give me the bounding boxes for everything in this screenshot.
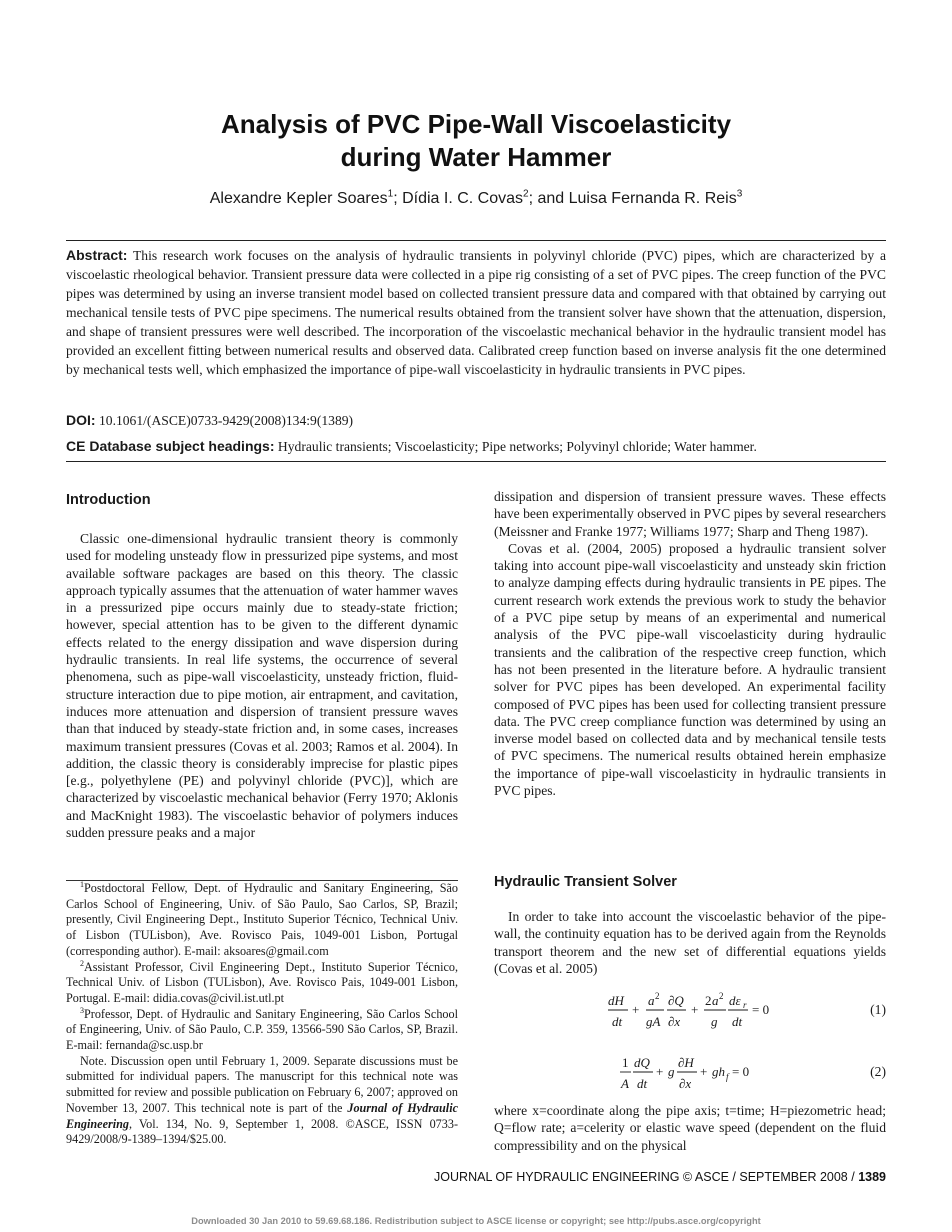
abstract <box>66 246 886 379</box>
svg-text:g: g <box>668 1064 675 1079</box>
equation-2-number: (2) <box>870 1064 886 1079</box>
svg-text:gA: gA <box>646 1014 661 1029</box>
editorial-note <box>66 1054 458 1148</box>
svg-text:r: r <box>743 1000 747 1010</box>
footnote-1 <box>66 881 458 960</box>
abstract-label: Abstract: <box>66 247 128 263</box>
download-notice: Downloaded 30 Jan 2010 to 59.69.68.186. Redistribution subject to ASCE license or copyright; see http://pubs.asce.org/copyright <box>191 1216 761 1226</box>
abstract-bottom-rule <box>66 461 886 462</box>
author-list <box>0 188 952 210</box>
paragraph: Classic one-dimensional hydraulic transient theory is commonly used for modeling unsteady flow in pressurized pipe systems, and most available software packages are based on this theory. The classic approach typically assumes that the attenuation of water hammer waves in a pressurized pipe occurs mainly due to steady-state friction; however, special attention has to be given to the different dynamic effects related to the energy dissipation and wave dispersion during hydraulic transients. In real life systems, the occurrence of several phenomena, such as pipe-wall viscoelasticity, unsteady friction, fluid-structure interaction due to pipe motion, air entrapment, and cavitation, induces more attenuation and dispersion of transient pressure waves than that induced by steady-state friction and, in some cases, increases maximum transient pressures (Covas et al. 2003; Ramos et al. 2004). In addition, the classic theory is considerably imprecise for plastic pipes [e.g., polyethylene (PE) and polyvinyl chloride (PVC)], which are characterized by viscoelastic mechanical behavior (Ferry 1970; Aklonis and MacKnight 1983). The viscoelastic behavior of polymers induces sudden pressure peaks and a major <box>66 531 458 841</box>
author-separator: ; and <box>528 190 569 207</box>
svg-text:a: a <box>648 993 655 1008</box>
author-3-affiliation: 3 <box>736 188 743 200</box>
svg-text:a: a <box>712 993 719 1008</box>
svg-text:+: + <box>691 1002 699 1017</box>
subject-headings <box>66 437 886 456</box>
doi-line <box>66 411 886 430</box>
svg-text:f: f <box>726 1072 729 1082</box>
intro-continuation <box>494 488 886 799</box>
svg-text:dQ: dQ <box>634 1055 650 1070</box>
title-line-1: Analysis of PVC Pipe-Wall Viscoelasticity <box>220 109 732 139</box>
solver-paragraph-1 <box>494 908 886 977</box>
footnotes <box>66 881 458 1148</box>
paragraph: where x=coordinate along the pipe axis; t=time; H=piezometric head; Q=flow rate; a=celerity or elastic wave speed (dependent on the fluid compressibility and on the physical <box>494 1103 886 1153</box>
abstract-top-rule <box>66 240 886 241</box>
svg-text:dH: dH <box>608 993 624 1008</box>
svg-text:∂H: ∂H <box>678 1055 694 1070</box>
equation-2 <box>494 1052 886 1096</box>
subject-headings-value: Hydraulic transients; Viscoelasticity; Pipe networks; Polyvinyl chloride; Water hammer. <box>277 439 757 454</box>
paper-title <box>0 108 952 174</box>
section-heading-introduction: Introduction <box>66 492 151 508</box>
solver-paragraph-2 <box>494 1102 886 1154</box>
equation-1-number: (1) <box>870 1002 886 1017</box>
svg-text:∂x: ∂x <box>668 1014 681 1029</box>
footnote-marker: 1 <box>80 879 84 889</box>
footnote-marker: 2 <box>80 958 84 968</box>
svg-text:= 0: = 0 <box>732 1064 750 1079</box>
footnote-text: Postdoctoral Fellow, Dept. of Hydraulic and Sanitary Engineering, São Carlos School of Engineering, Univ. of São Paulo, Sao Carlos, SP, Brazil; presently, Civil Engineering Dept., Instituto Superior Técnico, Technical Univ. of Lisbon (TULisbon), Ave. Rovisco Pais, 1049-001 Lisbon, Portugal (corresponding author). E-mail: aksoares@gmail.com <box>66 881 458 958</box>
svg-text:2: 2 <box>705 993 712 1008</box>
svg-text:2: 2 <box>655 991 660 1001</box>
footnote-3 <box>66 1007 458 1054</box>
svg-text:A: A <box>621 1076 629 1091</box>
subject-headings-label: CE Database subject headings: <box>66 438 275 454</box>
footnote-marker: 3 <box>80 1005 84 1015</box>
intro-paragraph-1 <box>66 530 458 841</box>
equation-2-formula <box>618 1052 768 1096</box>
equation-1 <box>494 990 886 1034</box>
author-2-affiliation: 2 <box>523 188 529 200</box>
svg-text:g: g <box>711 1014 718 1029</box>
svg-text:∂x: ∂x <box>679 1076 692 1091</box>
footnote-2 <box>66 960 458 1007</box>
svg-text:+: + <box>700 1064 708 1079</box>
svg-text:dε: dε <box>729 993 741 1008</box>
author-separator: ; <box>393 190 403 207</box>
author-1: Alexandre Kepler Soares <box>209 190 388 207</box>
note-text: , Vol. 134, No. 9, September 1, 2008. ©ASCE, ISSN 0733-9429/2008/9-1389–1394/$25.00. <box>66 1116 458 1147</box>
page-number: 1389 <box>858 1170 886 1184</box>
footnote-text: Assistant Professor, Civil Engineering Dept., Instituto Superior Técnico, Technical Univ. of Lisbon (TULisbon), Ave. Rovisco Pais, 1049-001 Lisbon, Portugal. E-mail: didia.covas@civil.ist.utl.pt <box>66 959 458 1005</box>
equation-1-formula <box>606 990 776 1034</box>
journal-name: Journal of Hydraulic Engineering <box>66 1100 458 1131</box>
author-1-affiliation: 1 <box>387 188 394 200</box>
svg-text:dt: dt <box>637 1076 648 1091</box>
svg-text:∂Q: ∂Q <box>668 993 684 1008</box>
title-line-2: during Water Hammer <box>340 142 612 172</box>
note-text: Note. Discussion open until February 1, 2009. Separate discussions must be submitted for individual papers. The manuscript for this technical note was submitted for review and possible publication on February 6, 2007; approved on November 13, 2007. This technical note is part of the <box>66 1053 458 1115</box>
doi-value: 10.1061/(ASCE)0733-9429(2008)134:9(1389) <box>98 413 354 428</box>
doi-label: DOI: <box>66 412 96 428</box>
paragraph: In order to take into account the viscoelastic behavior of the pipe-wall, the continuity equation has to be derived again from the Reynolds transport theorem and the new set of differential equations yields (Covas et al. 2005) <box>494 909 886 976</box>
svg-text:+: + <box>632 1002 640 1017</box>
svg-text:1: 1 <box>622 1055 629 1070</box>
abstract-text: This research work focuses on the analysis of hydraulic transients in polyvinyl chloride (PVC) pipes, which are characterized by a viscoelastic rheological behavior. Transient pressure data were collected in a pipe rig consisting of a set of PVC pipes. The creep function of the PVC pipes was determined by using an inverse transient model based on collected transient pressure data and compared with that obtained by carrying out mechanical tensile tests of PVC pipe specimens. The numerical results obtained from the transient solver have shown that the attenuation, dispersion, and shape of transient pressures were well described. The incorporation of the viscoelastic mechanical behavior in the hydraulic transient model has provided an excellent fitting between numerical results and observed data. Calibrated creep function based on inverse analysis fit the one determined by mechanical tests well, which emphasized the importance of pipe-wall viscoelasticity in hydraulic transients in PVC pipes. <box>66 248 886 377</box>
footnote-text: Professor, Dept. of Hydraulic and Sanitary Engineering, São Carlos School of Engineering, Univ. of São Paulo, C.P. 359, 13566-590 São Carlos, SP, Brazil. E-mail: fernanda@sc.usp.br <box>66 1006 458 1053</box>
paragraph: Covas et al. (2004, 2005) proposed a hydraulic transient solver taking into account pipe-wall viscoelasticity and unsteady skin friction to analyze damping effects during hydraulic transients in PE pipes. The current research work extends the previous work to study the behavior of a PVC pipe setup by means of an experimental and numerical analysis of the PVC pipe-wall viscoelasticity during hydraulic transients and the calibration of the respective creep function, which has not been presented in the literature before. A hydraulic transient solver for PVC pipes has been developed. An experimental facility composed of PVC pipes has been used for collecting transient pressure data. The PVC creep compliance function was determined by using an inverse model based on collected data and by mechanical tensile tests of PVC specimens. The numerical results obtained herein emphasize the importance of pipe-wall viscoelasticity in hydraulic transients in PVC pipes. <box>494 540 886 799</box>
running-footer-text: JOURNAL OF HYDRAULIC ENGINEERING © ASCE / SEPTEMBER 2008 / <box>434 1170 859 1184</box>
paragraph: dissipation and dispersion of transient pressure waves. These effects have been experimentally observed in PVC pipes by several researchers (Meissner and Franke 1977; Williams 1977; Sharp and Theng 1987). <box>494 489 886 539</box>
svg-text:dt: dt <box>612 1014 623 1029</box>
svg-text:= 0: = 0 <box>752 1002 770 1017</box>
svg-text:gh: gh <box>712 1064 725 1079</box>
svg-text:dt: dt <box>732 1014 743 1029</box>
author-3: Luisa Fernanda R. Reis <box>568 190 737 207</box>
running-footer <box>66 1169 886 1185</box>
section-heading-hydraulic-transient-solver: Hydraulic Transient Solver <box>494 874 677 890</box>
author-2: Dídia I. C. Covas <box>402 190 524 207</box>
svg-text:+: + <box>656 1064 664 1079</box>
svg-text:2: 2 <box>719 991 724 1001</box>
